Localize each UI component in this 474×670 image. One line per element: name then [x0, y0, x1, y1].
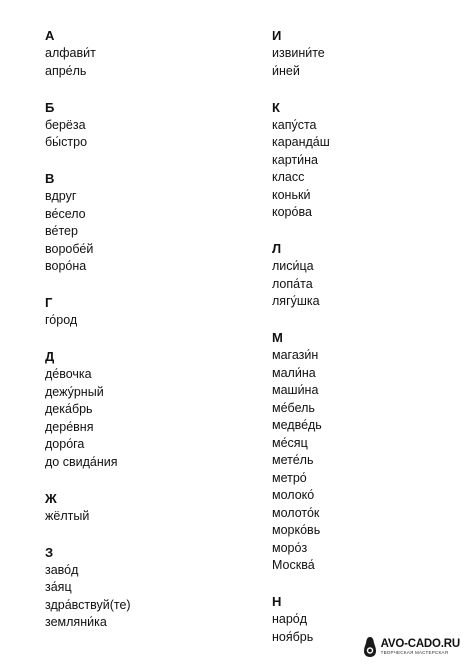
word-item: за́яц	[45, 580, 72, 594]
word-item: коньки́	[272, 187, 311, 202]
section-letter: Ж	[45, 490, 57, 506]
section-letter: З	[45, 544, 54, 560]
right-column	[272, 27, 472, 646]
word-item: апре́ль	[45, 63, 87, 78]
letter-section	[45, 544, 245, 632]
word-item: дере́вня	[45, 419, 94, 434]
section-letter: Д	[45, 349, 55, 364]
letter-section	[45, 490, 245, 526]
letter-section	[45, 99, 245, 152]
letter-section	[272, 99, 472, 222]
section-gap	[272, 80, 472, 99]
avocado-icon	[363, 636, 377, 658]
word-item: ме́сяц	[272, 435, 308, 450]
section-gap	[45, 525, 245, 544]
word-item: алфави́т	[45, 46, 96, 60]
word-list	[45, 562, 245, 632]
logo-subtitle: ТВОРЧЕСКАЯ МАСТЕРСКАЯ	[380, 650, 449, 655]
word-list	[45, 188, 245, 276]
word-item: дежу́рный	[45, 384, 104, 399]
section-letter: М	[272, 330, 283, 345]
word-item: лопа́та	[272, 276, 313, 291]
word-item: доро́га	[45, 437, 85, 451]
section-gap	[272, 575, 472, 594]
word-item: класс	[272, 170, 305, 184]
word-item: берёза	[45, 117, 86, 132]
word-item: жёлтый	[45, 508, 90, 523]
word-item: ве́тер	[45, 224, 78, 238]
section-gap	[272, 222, 472, 241]
word-list	[272, 117, 472, 222]
word-item: ме́бель	[272, 400, 315, 415]
word-item: магази́н	[272, 348, 319, 362]
word-item: бы́стро	[45, 135, 88, 149]
section-gap	[45, 471, 245, 490]
word-list	[45, 366, 245, 471]
section-letter: Л	[272, 241, 282, 256]
word-item: лиси́ца	[272, 259, 314, 273]
word-item: метро́	[272, 470, 307, 485]
word-item: земляни́ка	[45, 615, 107, 629]
letter-section	[272, 27, 472, 80]
word-item: извини́те	[272, 46, 325, 60]
left-column	[45, 27, 245, 632]
logo-text: AVO-CADO.RU	[380, 638, 460, 650]
word-item: го́род	[45, 313, 78, 327]
word-item: коро́ва	[272, 205, 312, 219]
section-gap	[45, 276, 245, 295]
word-item: морко́вь	[272, 523, 321, 537]
word-item: моро́з	[272, 540, 308, 555]
word-item: до свида́ния	[45, 454, 118, 469]
word-item: воробе́й	[45, 241, 94, 256]
letter-section	[45, 294, 245, 330]
word-item: де́вочка	[45, 367, 92, 381]
section-gap	[45, 330, 245, 349]
letter-section	[45, 348, 245, 471]
word-item: дека́брь	[45, 402, 93, 416]
site-logo	[363, 636, 460, 658]
word-list	[45, 45, 245, 80]
word-item: капу́ста	[272, 117, 317, 132]
section-letter: В	[45, 171, 55, 186]
word-item: маши́на	[272, 383, 319, 397]
word-item: ноя́брь	[272, 629, 314, 644]
letter-section	[45, 170, 245, 276]
word-list	[45, 508, 245, 526]
word-item: заво́д	[45, 562, 79, 577]
section-letter: К	[272, 99, 280, 115]
word-item: вдруг	[45, 189, 77, 203]
word-item: мали́на	[272, 365, 316, 380]
letter-section	[272, 240, 472, 311]
word-item: здра́вствуй(те)	[45, 597, 131, 612]
word-item: и́ней	[272, 63, 300, 78]
section-letter: Б	[45, 99, 55, 115]
word-item: ве́село	[45, 206, 86, 221]
word-item: наро́д	[272, 612, 308, 626]
word-list	[45, 117, 245, 152]
letter-section	[272, 329, 472, 575]
letter-section	[45, 27, 245, 80]
word-list	[45, 312, 245, 330]
section-gap	[45, 80, 245, 99]
word-item: Москва́	[272, 558, 315, 572]
word-item: лягу́шка	[272, 294, 320, 308]
word-item: каранда́ш	[272, 135, 330, 149]
section-gap	[45, 152, 245, 171]
word-list	[272, 258, 472, 311]
section-letter: Г	[45, 295, 53, 310]
section-gap	[272, 311, 472, 330]
word-list	[272, 347, 472, 575]
section-letter: Н	[272, 594, 282, 609]
word-item: медве́дь	[272, 418, 322, 432]
word-item: карти́на	[272, 152, 318, 167]
section-letter: А	[45, 28, 55, 43]
section-letter: И	[272, 28, 282, 43]
word-item: молото́к	[272, 505, 320, 520]
word-item: молоко́	[272, 488, 315, 502]
word-item: воро́на	[45, 259, 87, 273]
word-list	[272, 45, 472, 80]
word-item: мете́ль	[272, 453, 314, 467]
